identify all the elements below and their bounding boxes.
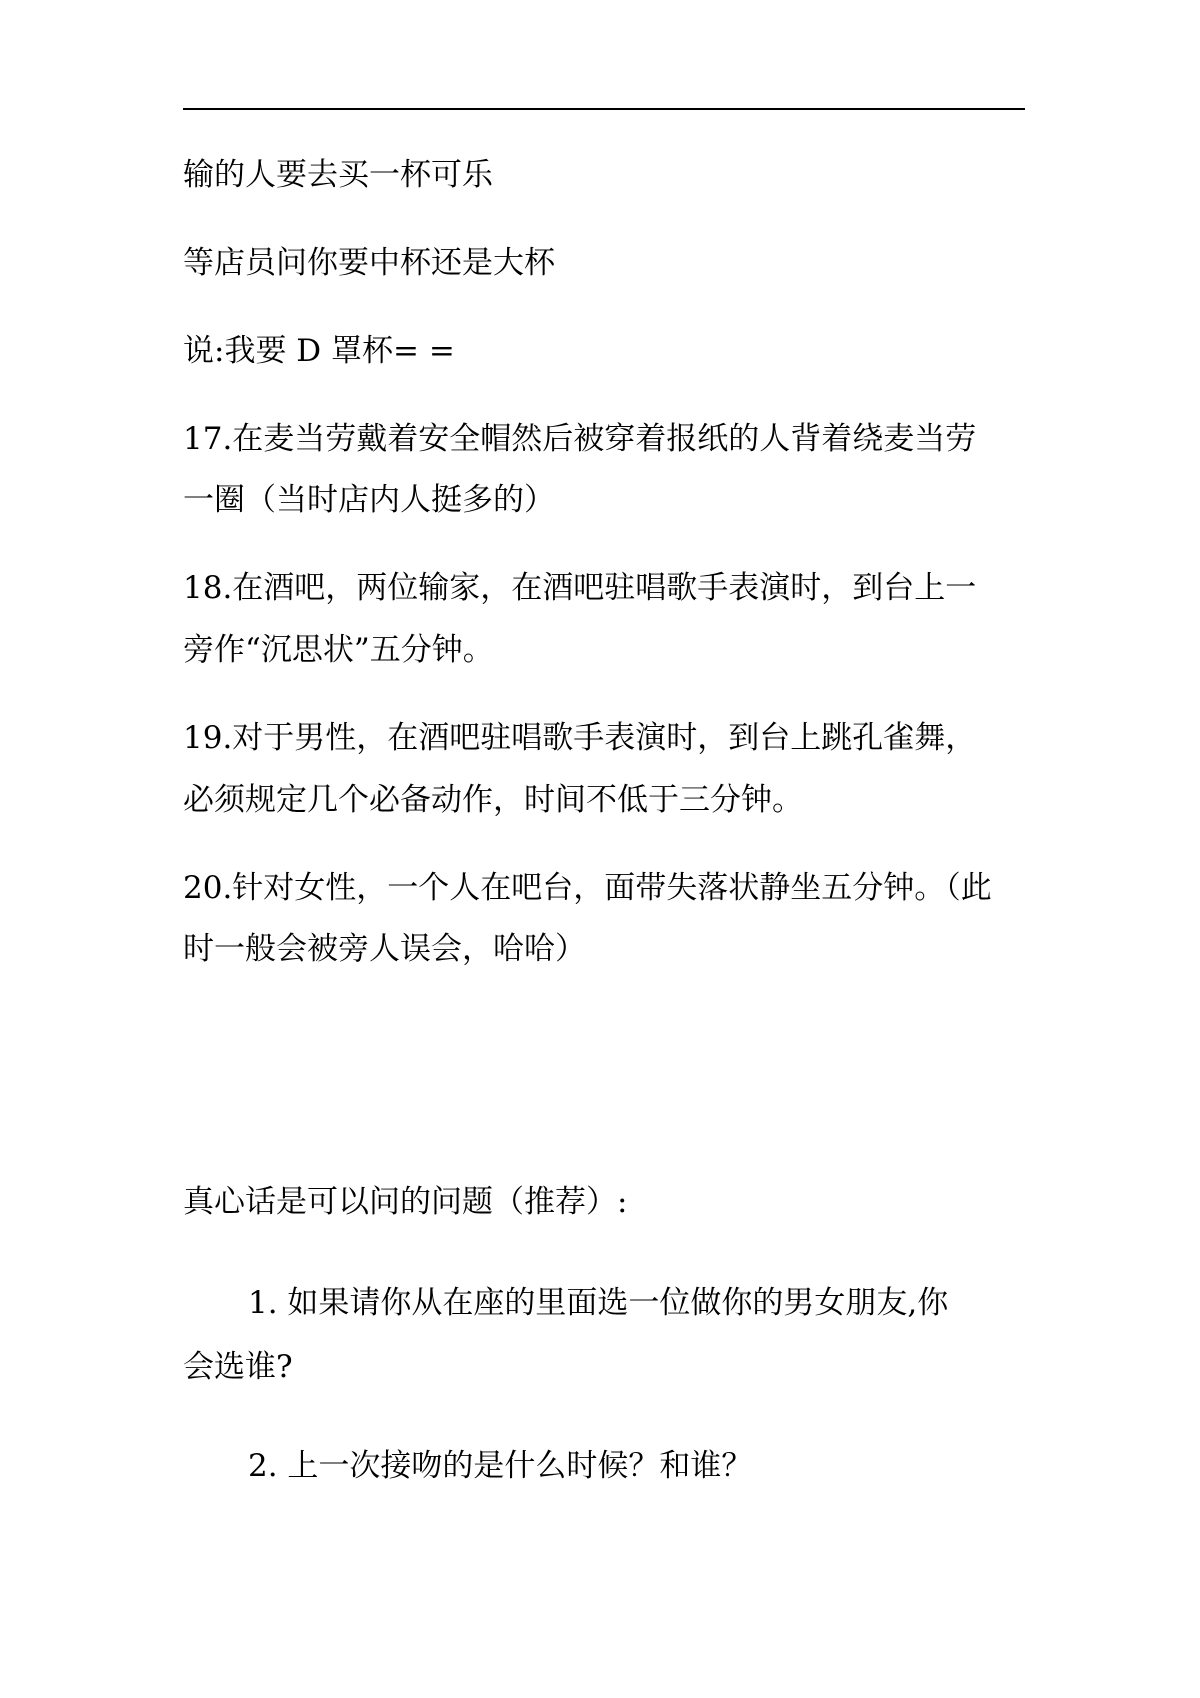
text-line: 输的人要去买一杯可乐 — [183, 157, 493, 193]
question-1-line-2: 会选谁? — [183, 1349, 293, 1385]
question-2: 2. 上一次接吻的是什么时候？和谁？ — [248, 1448, 753, 1484]
header-rule — [183, 108, 1025, 110]
item-17-line-1: 17.在麦当劳戴着安全帽然后被穿着报纸的人背着绕麦当劳 — [183, 421, 977, 457]
item-19-line-1: 19.对于男性，在酒吧驻唱歌手表演时，到台上跳孔雀舞， — [183, 720, 977, 756]
text-line: 说:我要 D 罩杯= = — [183, 333, 455, 369]
truth-section-heading: 真心话是可以问的问题（推荐）: — [183, 1184, 628, 1220]
item-20-line-2: 时一般会被旁人误会，哈哈） — [183, 931, 586, 967]
item-20-line-1: 20.针对女性，一个人在吧台，面带失落状静坐五分钟。（此 — [183, 870, 992, 906]
text-line: 等店员问你要中杯还是大杯 — [183, 245, 555, 281]
question-1-line-1: 1. 如果请你从在座的里面选一位做你的男女朋友,你 — [248, 1285, 949, 1321]
item-18-line-2: 旁作“沉思状”五分钟。 — [183, 632, 494, 668]
item-18-line-1: 18.在酒吧，两位输家，在酒吧驻唱歌手表演时，到台上一 — [183, 570, 977, 606]
item-19-line-2: 必须规定几个必备动作，时间不低于三分钟。 — [183, 782, 803, 818]
item-17-line-2: 一圈（当时店内人挺多的） — [183, 482, 555, 518]
